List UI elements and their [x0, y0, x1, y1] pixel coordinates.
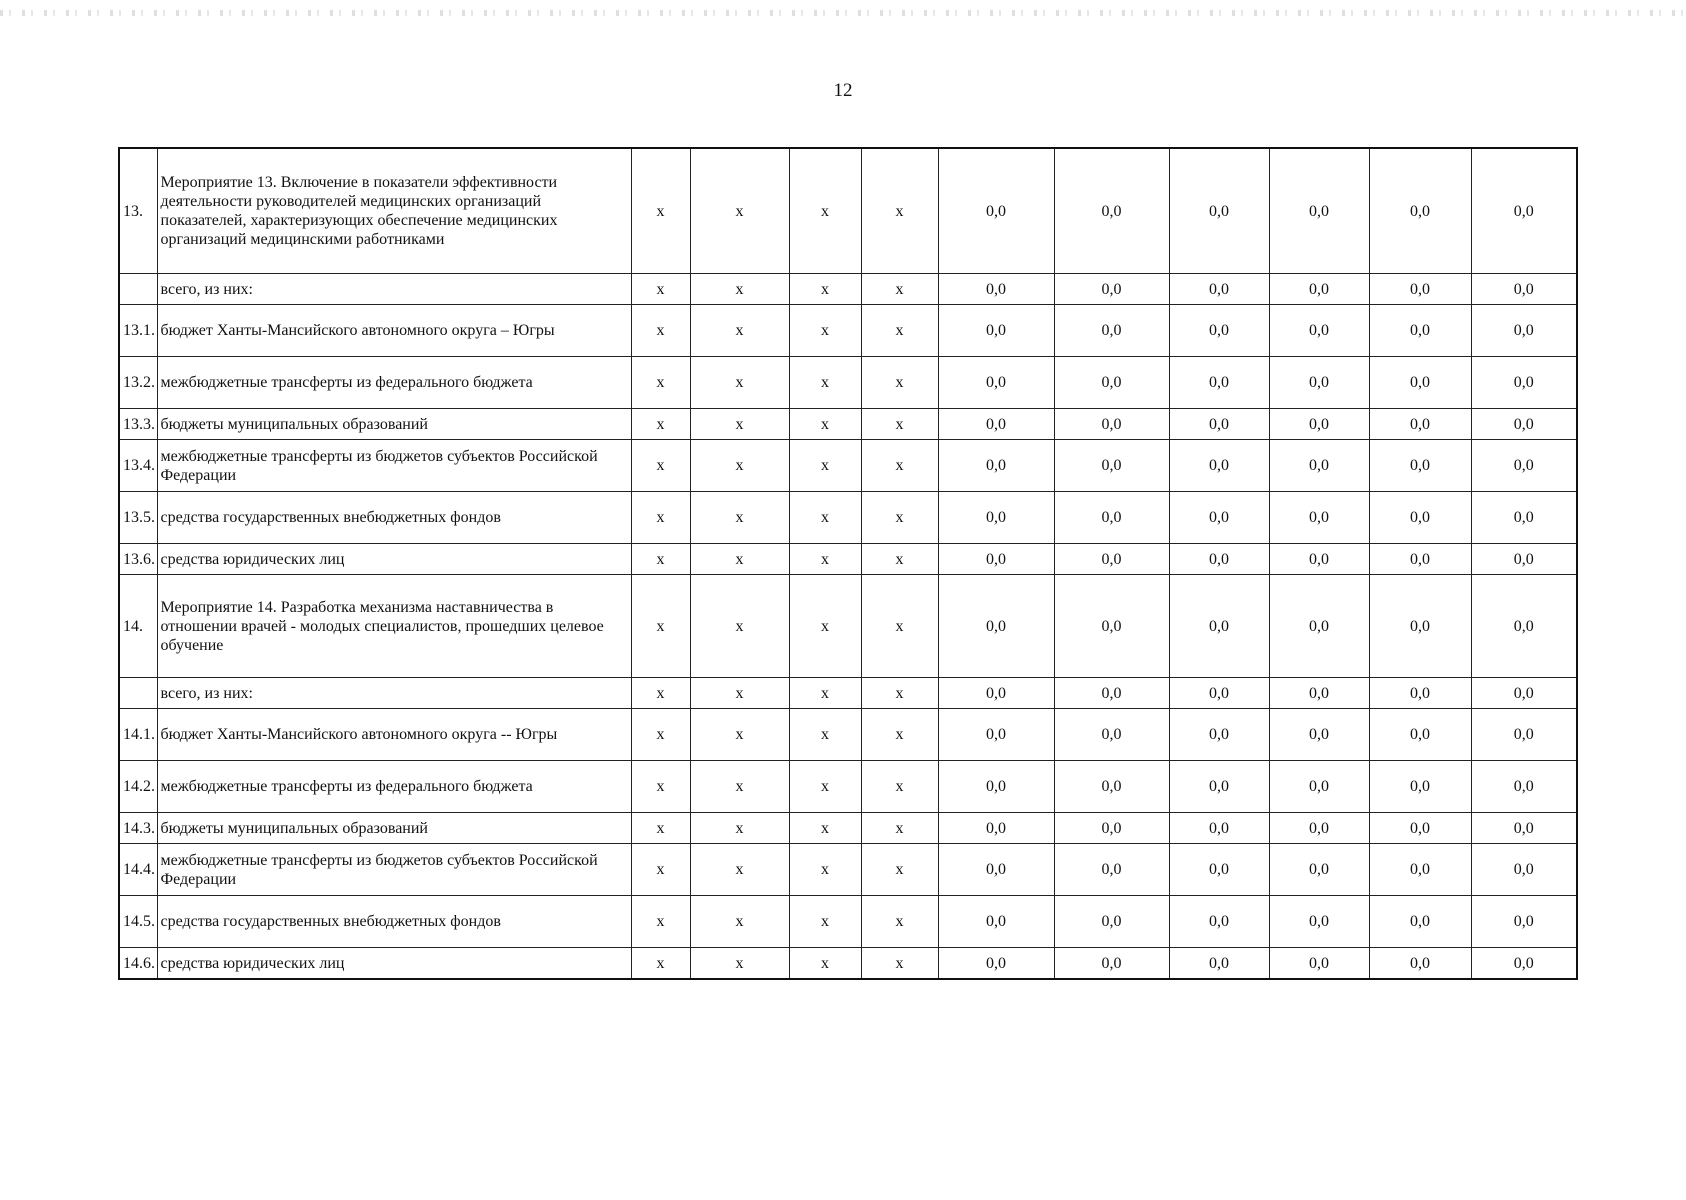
row-number	[119, 274, 157, 305]
value-cell: 0,0	[1054, 948, 1169, 980]
value-cell: 0,0	[1169, 575, 1269, 678]
value-cell: 0,0	[938, 357, 1054, 409]
value-cell: 0,0	[1269, 896, 1369, 948]
row-number: 13.6.	[119, 544, 157, 575]
value-cell: 0,0	[1471, 305, 1577, 357]
row-number: 14.5.	[119, 896, 157, 948]
value-cell: 0,0	[1169, 709, 1269, 761]
mark-cell: x	[861, 948, 938, 980]
mark-cell: x	[690, 896, 789, 948]
row-name: межбюджетные трансферты из федерального бюджета	[157, 357, 631, 409]
value-cell: 0,0	[938, 575, 1054, 678]
value-cell: 0,0	[1269, 575, 1369, 678]
value-cell: 0,0	[1169, 844, 1269, 896]
mark-cell: x	[631, 575, 690, 678]
value-cell: 0,0	[1269, 709, 1369, 761]
value-cell: 0,0	[1169, 274, 1269, 305]
mark-cell: x	[631, 357, 690, 409]
value-cell: 0,0	[1054, 709, 1169, 761]
value-cell: 0,0	[1471, 813, 1577, 844]
mark-cell: x	[631, 544, 690, 575]
value-cell: 0,0	[1369, 709, 1471, 761]
table-row	[119, 709, 1577, 761]
value-cell: 0,0	[1169, 492, 1269, 544]
value-cell: 0,0	[1369, 761, 1471, 813]
table-row	[119, 575, 1577, 678]
value-cell: 0,0	[1369, 305, 1471, 357]
mark-cell: x	[631, 305, 690, 357]
table-row	[119, 844, 1577, 896]
row-number: 14.1.	[119, 709, 157, 761]
value-cell: 0,0	[1169, 544, 1269, 575]
value-cell: 0,0	[1169, 148, 1269, 274]
row-number: 13.3.	[119, 409, 157, 440]
mark-cell: x	[861, 148, 938, 274]
table-row	[119, 896, 1577, 948]
value-cell: 0,0	[1169, 409, 1269, 440]
mark-cell: x	[861, 544, 938, 575]
mark-cell: x	[690, 761, 789, 813]
value-cell: 0,0	[1169, 357, 1269, 409]
value-cell: 0,0	[938, 492, 1054, 544]
mark-cell: x	[690, 709, 789, 761]
value-cell: 0,0	[1054, 357, 1169, 409]
value-cell: 0,0	[938, 813, 1054, 844]
mark-cell: x	[631, 948, 690, 980]
row-name: бюджет Ханты-Мансийского автономного округа -- Югры	[157, 709, 631, 761]
mark-cell: x	[690, 678, 789, 709]
row-name: средства государственных внебюджетных фондов	[157, 492, 631, 544]
value-cell: 0,0	[1269, 440, 1369, 492]
value-cell: 0,0	[938, 544, 1054, 575]
mark-cell: x	[690, 274, 789, 305]
value-cell: 0,0	[1269, 761, 1369, 813]
value-cell: 0,0	[1471, 148, 1577, 274]
row-name: всего, из них:	[157, 678, 631, 709]
mark-cell: x	[690, 440, 789, 492]
value-cell: 0,0	[1269, 544, 1369, 575]
table-row	[119, 357, 1577, 409]
value-cell: 0,0	[1054, 844, 1169, 896]
mark-cell: x	[789, 896, 861, 948]
value-cell: 0,0	[1369, 274, 1471, 305]
value-cell: 0,0	[1471, 440, 1577, 492]
value-cell: 0,0	[1054, 440, 1169, 492]
value-cell: 0,0	[1054, 492, 1169, 544]
value-cell: 0,0	[1471, 575, 1577, 678]
row-number: 14.4.	[119, 844, 157, 896]
value-cell: 0,0	[1054, 813, 1169, 844]
value-cell: 0,0	[938, 440, 1054, 492]
mark-cell: x	[631, 896, 690, 948]
row-number: 13.	[119, 148, 157, 274]
value-cell: 0,0	[1269, 844, 1369, 896]
mark-cell: x	[861, 761, 938, 813]
mark-cell: x	[861, 357, 938, 409]
mark-cell: x	[789, 948, 861, 980]
mark-cell: x	[631, 440, 690, 492]
row-name: межбюджетные трансферты из бюджетов субъектов Российской Федерации	[157, 440, 631, 492]
value-cell: 0,0	[1269, 409, 1369, 440]
value-cell: 0,0	[1471, 492, 1577, 544]
table-row	[119, 409, 1577, 440]
row-number: 13.1.	[119, 305, 157, 357]
row-number: 13.4.	[119, 440, 157, 492]
table-row	[119, 678, 1577, 709]
row-number: 13.2.	[119, 357, 157, 409]
mark-cell: x	[690, 544, 789, 575]
mark-cell: x	[631, 492, 690, 544]
financing-table	[118, 147, 1578, 980]
value-cell: 0,0	[1369, 948, 1471, 980]
value-cell: 0,0	[1369, 440, 1471, 492]
mark-cell: x	[690, 357, 789, 409]
mark-cell: x	[861, 844, 938, 896]
row-name: средства государственных внебюджетных фондов	[157, 896, 631, 948]
table-row	[119, 761, 1577, 813]
mark-cell: x	[861, 896, 938, 948]
value-cell: 0,0	[1054, 896, 1169, 948]
value-cell: 0,0	[1169, 678, 1269, 709]
value-cell: 0,0	[1369, 544, 1471, 575]
mark-cell: x	[789, 813, 861, 844]
mark-cell: x	[631, 813, 690, 844]
value-cell: 0,0	[1054, 678, 1169, 709]
value-cell: 0,0	[1269, 492, 1369, 544]
row-name: всего, из них:	[157, 274, 631, 305]
mark-cell: x	[861, 440, 938, 492]
value-cell: 0,0	[1054, 274, 1169, 305]
row-name: Мероприятие 14. Разработка механизма наставничества в отношении врачей - молодых специалистов, прошедших целевое обучение	[157, 575, 631, 678]
value-cell: 0,0	[1169, 305, 1269, 357]
value-cell: 0,0	[1369, 492, 1471, 544]
mark-cell: x	[690, 813, 789, 844]
value-cell: 0,0	[1169, 896, 1269, 948]
mark-cell: x	[789, 544, 861, 575]
value-cell: 0,0	[1054, 761, 1169, 813]
row-name: средства юридических лиц	[157, 544, 631, 575]
value-cell: 0,0	[938, 844, 1054, 896]
value-cell: 0,0	[1169, 813, 1269, 844]
value-cell: 0,0	[1471, 678, 1577, 709]
mark-cell: x	[789, 305, 861, 357]
table-row	[119, 148, 1577, 274]
value-cell: 0,0	[938, 148, 1054, 274]
value-cell: 0,0	[1471, 709, 1577, 761]
mark-cell: x	[690, 575, 789, 678]
value-cell: 0,0	[938, 409, 1054, 440]
mark-cell: x	[789, 274, 861, 305]
mark-cell: x	[789, 575, 861, 678]
mark-cell: x	[631, 409, 690, 440]
page-number: 12	[833, 80, 853, 101]
value-cell: 0,0	[1369, 357, 1471, 409]
mark-cell: x	[690, 148, 789, 274]
row-name: средства юридических лиц	[157, 948, 631, 980]
table-row	[119, 440, 1577, 492]
value-cell: 0,0	[1471, 274, 1577, 305]
mark-cell: x	[631, 274, 690, 305]
mark-cell: x	[789, 440, 861, 492]
mark-cell: x	[631, 844, 690, 896]
mark-cell: x	[690, 305, 789, 357]
row-number: 13.5.	[119, 492, 157, 544]
row-number: 14.2.	[119, 761, 157, 813]
value-cell: 0,0	[1471, 409, 1577, 440]
mark-cell: x	[789, 409, 861, 440]
value-cell: 0,0	[1471, 844, 1577, 896]
value-cell: 0,0	[938, 678, 1054, 709]
mark-cell: x	[690, 409, 789, 440]
mark-cell: x	[789, 678, 861, 709]
table-row	[119, 544, 1577, 575]
value-cell: 0,0	[1369, 896, 1471, 948]
value-cell: 0,0	[1269, 678, 1369, 709]
value-cell: 0,0	[938, 274, 1054, 305]
value-cell: 0,0	[1169, 440, 1269, 492]
value-cell: 0,0	[1471, 948, 1577, 980]
scan-edge-noise	[0, 10, 1686, 16]
value-cell: 0,0	[1269, 813, 1369, 844]
mark-cell: x	[861, 709, 938, 761]
value-cell: 0,0	[1054, 409, 1169, 440]
value-cell: 0,0	[1369, 148, 1471, 274]
row-number	[119, 678, 157, 709]
value-cell: 0,0	[1471, 357, 1577, 409]
value-cell: 0,0	[1269, 274, 1369, 305]
mark-cell: x	[861, 409, 938, 440]
value-cell: 0,0	[1269, 148, 1369, 274]
mark-cell: x	[789, 761, 861, 813]
value-cell: 0,0	[1269, 357, 1369, 409]
value-cell: 0,0	[938, 948, 1054, 980]
mark-cell: x	[690, 948, 789, 980]
mark-cell: x	[789, 844, 861, 896]
mark-cell: x	[789, 709, 861, 761]
mark-cell: x	[789, 492, 861, 544]
value-cell: 0,0	[938, 709, 1054, 761]
value-cell: 0,0	[1054, 575, 1169, 678]
row-name: бюджет Ханты-Мансийского автономного округа – Югры	[157, 305, 631, 357]
value-cell: 0,0	[1269, 305, 1369, 357]
table-body	[119, 148, 1577, 979]
table-row	[119, 813, 1577, 844]
mark-cell: x	[861, 813, 938, 844]
value-cell: 0,0	[1369, 678, 1471, 709]
table-row	[119, 305, 1577, 357]
value-cell: 0,0	[1369, 813, 1471, 844]
row-number: 14.3.	[119, 813, 157, 844]
table-row	[119, 274, 1577, 305]
value-cell: 0,0	[938, 305, 1054, 357]
mark-cell: x	[690, 844, 789, 896]
row-name: бюджеты муниципальных образований	[157, 813, 631, 844]
row-number: 14.	[119, 575, 157, 678]
value-cell: 0,0	[1169, 761, 1269, 813]
row-number: 14.6.	[119, 948, 157, 980]
mark-cell: x	[631, 678, 690, 709]
mark-cell: x	[861, 274, 938, 305]
row-name: межбюджетные трансферты из бюджетов субъектов Российской Федерации	[157, 844, 631, 896]
value-cell: 0,0	[1054, 148, 1169, 274]
value-cell: 0,0	[1269, 948, 1369, 980]
mark-cell: x	[861, 678, 938, 709]
value-cell: 0,0	[1054, 544, 1169, 575]
value-cell: 0,0	[1054, 305, 1169, 357]
mark-cell: x	[861, 305, 938, 357]
value-cell: 0,0	[1369, 844, 1471, 896]
value-cell: 0,0	[938, 896, 1054, 948]
mark-cell: x	[861, 492, 938, 544]
table-row	[119, 948, 1577, 980]
mark-cell: x	[861, 575, 938, 678]
mark-cell: x	[789, 357, 861, 409]
mark-cell: x	[690, 492, 789, 544]
value-cell: 0,0	[1471, 544, 1577, 575]
value-cell: 0,0	[1471, 761, 1577, 813]
row-name: межбюджетные трансферты из федерального бюджета	[157, 761, 631, 813]
value-cell: 0,0	[1369, 409, 1471, 440]
mark-cell: x	[631, 148, 690, 274]
mark-cell: x	[789, 148, 861, 274]
row-name: бюджеты муниципальных образований	[157, 409, 631, 440]
table-row	[119, 492, 1577, 544]
row-name: Мероприятие 13. Включение в показатели эффективности деятельности руководителей медицинских организаций показателей, характеризующих обеспечение медицинских организаций медицинскими работниками	[157, 148, 631, 274]
value-cell: 0,0	[938, 761, 1054, 813]
value-cell: 0,0	[1369, 575, 1471, 678]
value-cell: 0,0	[1471, 896, 1577, 948]
mark-cell: x	[631, 761, 690, 813]
mark-cell: x	[631, 709, 690, 761]
value-cell: 0,0	[1169, 948, 1269, 980]
